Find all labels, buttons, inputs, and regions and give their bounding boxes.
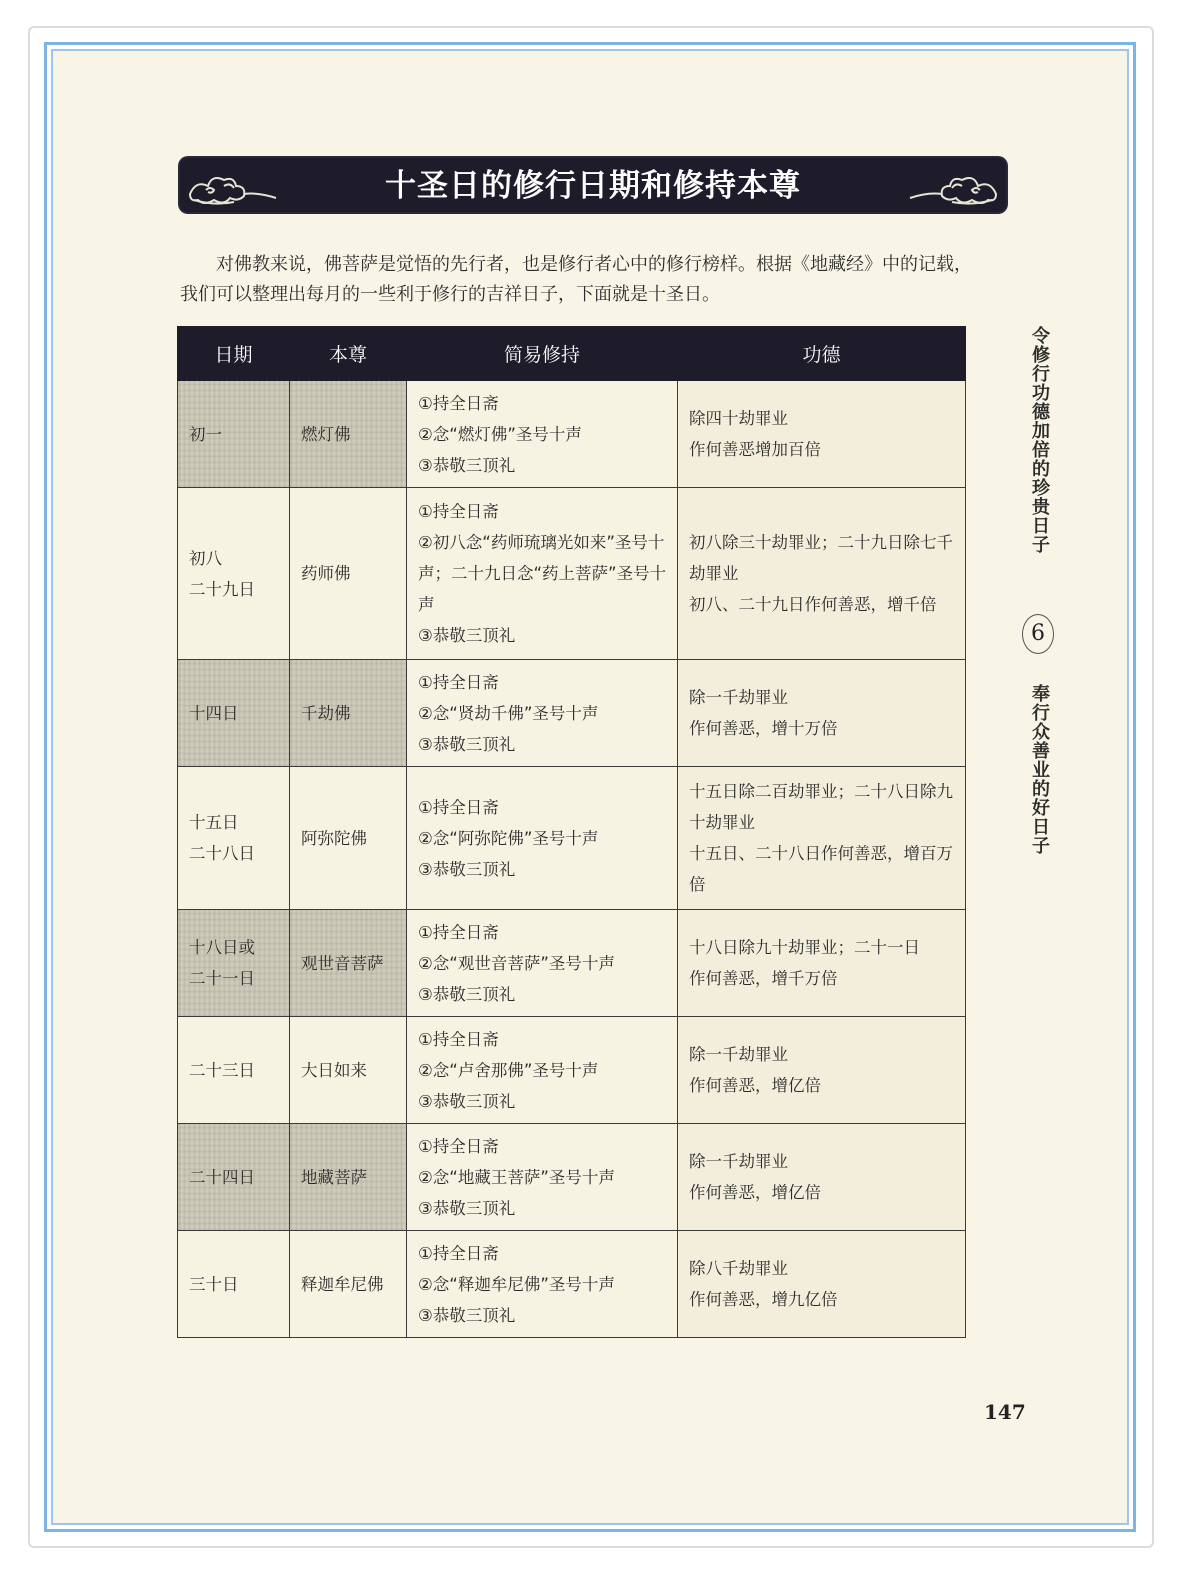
- merit-text: 初八除三十劫罪业；二十九日除七千劫罪业: [689, 533, 953, 583]
- practice-step: ②念“贤劫千佛”圣号十声: [418, 703, 599, 723]
- page-title: 十圣日的修行日期和修持本尊: [385, 168, 801, 204]
- merit-cell: [678, 1124, 966, 1231]
- date-text: 三十日: [189, 1274, 239, 1294]
- practice-step: ①持全日斋: [418, 1029, 499, 1049]
- merit-cell: [678, 1231, 966, 1338]
- practice-step: ③恭敬三顶礼: [418, 859, 516, 879]
- date-cell: [178, 660, 290, 767]
- merit-text: 作何善恶，增十万倍: [689, 719, 838, 738]
- merit-cell: [678, 910, 966, 1017]
- merit-text: 初八、二十九日作何善恶，增千倍: [689, 595, 937, 614]
- date-text: 二十一日: [189, 969, 255, 988]
- merit-text: 除一千劫罪业: [689, 1045, 788, 1064]
- practice-step: ③恭敬三顶礼: [418, 626, 516, 645]
- merit-text: 除四十劫罪业: [689, 409, 788, 428]
- date-text: 二十八日: [189, 844, 255, 863]
- date-text: 初一: [189, 424, 222, 444]
- date-text: 二十三日: [189, 1060, 255, 1080]
- practice-cell: [407, 1231, 678, 1338]
- title-banner: [180, 158, 1006, 212]
- merit-text: 除八千劫罪业: [689, 1259, 788, 1278]
- practice-cell: [407, 1017, 678, 1124]
- merit-cell: [678, 660, 966, 767]
- practice-step: ②念“阿弥陀佛”圣号十声: [418, 828, 599, 848]
- practice-step: ①持全日斋: [418, 672, 499, 692]
- date-cell: [178, 910, 290, 1017]
- merit-text: 十八日除九十劫罪业；二十一日: [689, 938, 920, 957]
- merit-cell: [678, 767, 966, 910]
- merit-cell: [678, 381, 966, 488]
- date-text: 初八: [189, 548, 222, 568]
- practice-step: ②念“卢舍那佛”圣号十声: [418, 1060, 599, 1080]
- header-merit: 功德: [678, 327, 966, 381]
- practice-cell: [407, 381, 678, 488]
- practice-step: ②念“地藏王菩萨”圣号十声: [418, 1167, 615, 1187]
- table-row: [178, 767, 966, 910]
- practice-step: ③恭敬三顶礼: [418, 455, 516, 475]
- practice-step: ③恭敬三顶礼: [418, 1305, 516, 1325]
- merit-cell: [678, 488, 966, 660]
- deity-cell: 地藏菩萨: [290, 1124, 407, 1231]
- side-section-title: 奉行众善业的好日子: [1029, 684, 1050, 855]
- table-row: [178, 381, 966, 488]
- practice-step: ②初八念“药师琉璃光如来”圣号十声；二十九日念“药上菩萨”圣号十声: [418, 533, 667, 614]
- date-text: 十八日或: [189, 938, 255, 957]
- table-row: [178, 660, 966, 767]
- deity-cell: 观世音菩萨: [290, 910, 407, 1017]
- deity-cell: 阿弥陀佛: [290, 767, 407, 910]
- table-row: [178, 1231, 966, 1338]
- merit-text: 作何善恶，增九亿倍: [689, 1290, 838, 1309]
- merit-text: 作何善恶增加百倍: [689, 440, 821, 459]
- date-cell: [178, 381, 290, 488]
- date-cell: [178, 1231, 290, 1338]
- header-deity: 本尊: [290, 327, 407, 381]
- practice-cell: [407, 660, 678, 767]
- practice-cell: [407, 1124, 678, 1231]
- intro-paragraph: 对佛教来说，佛菩萨是觉悟的先行者，也是修行者心中的修行榜样。根据《地藏经》中的记载，我们可以整理出每月的一些利于修行的吉祥日子，下面就是十圣日。: [180, 254, 972, 305]
- date-text: 二十四日: [189, 1167, 255, 1187]
- practice-step: ①持全日斋: [418, 1136, 499, 1156]
- practice-step: ②念“燃灯佛”圣号十声: [418, 424, 582, 444]
- practice-step: ①持全日斋: [418, 502, 499, 521]
- practice-step: ①持全日斋: [418, 393, 499, 413]
- practice-cell: [407, 767, 678, 910]
- merit-text: 除一千劫罪业: [689, 1152, 788, 1171]
- merit-text: 作何善恶，增亿倍: [689, 1183, 821, 1202]
- merit-text: 十五日除二百劫罪业；二十八日除九十劫罪业: [689, 782, 953, 832]
- merit-text: 作何善恶，增亿倍: [689, 1076, 821, 1095]
- merit-cell: [678, 1017, 966, 1124]
- deity-cell: 释迦牟尼佛: [290, 1231, 407, 1338]
- cloud-ornament-icon: [906, 164, 1002, 208]
- practice-step: ③恭敬三顶礼: [418, 1091, 516, 1111]
- merit-text: 十五日、二十八日作何善恶，增百万倍: [689, 844, 953, 894]
- date-text: 十四日: [189, 703, 239, 723]
- practice-step: ②念“观世音菩萨”圣号十声: [418, 953, 615, 973]
- date-text: 二十九日: [189, 579, 255, 599]
- deity-cell: 药师佛: [290, 488, 407, 660]
- practice-step: ③恭敬三顶礼: [418, 984, 516, 1004]
- chapter-number-badge: 6: [1022, 614, 1054, 654]
- practice-step: ①持全日斋: [418, 922, 499, 942]
- practice-step: ③恭敬三顶礼: [418, 1198, 516, 1218]
- date-cell: [178, 488, 290, 660]
- date-cell: [178, 1017, 290, 1124]
- date-cell: [178, 767, 290, 910]
- page-number: 147: [984, 1400, 1026, 1424]
- table-row: [178, 910, 966, 1017]
- table-row: [178, 1017, 966, 1124]
- holy-days-table: [177, 326, 966, 1338]
- table-row: [178, 1124, 966, 1231]
- practice-step: ②念“释迦牟尼佛”圣号十声: [418, 1274, 615, 1294]
- merit-text: 作何善恶，增千万倍: [689, 969, 838, 988]
- practice-cell: [407, 910, 678, 1017]
- table-row: [178, 488, 966, 660]
- side-chapter-title: 令修行功德加倍的珍贵日子: [1029, 326, 1050, 554]
- header-date: 日期: [178, 327, 290, 381]
- date-cell: [178, 1124, 290, 1231]
- practice-step: ③恭敬三顶礼: [418, 734, 516, 754]
- deity-cell: 燃灯佛: [290, 381, 407, 488]
- merit-text: 除一千劫罪业: [689, 688, 788, 707]
- practice-step: ①持全日斋: [418, 797, 499, 817]
- deity-cell: 千劫佛: [290, 660, 407, 767]
- header-practice: 简易修持: [407, 327, 678, 381]
- date-text: 十五日: [189, 813, 239, 832]
- practice-cell: [407, 488, 678, 660]
- table-header-row: [178, 327, 966, 381]
- deity-cell: 大日如来: [290, 1017, 407, 1124]
- practice-step: ①持全日斋: [418, 1243, 499, 1263]
